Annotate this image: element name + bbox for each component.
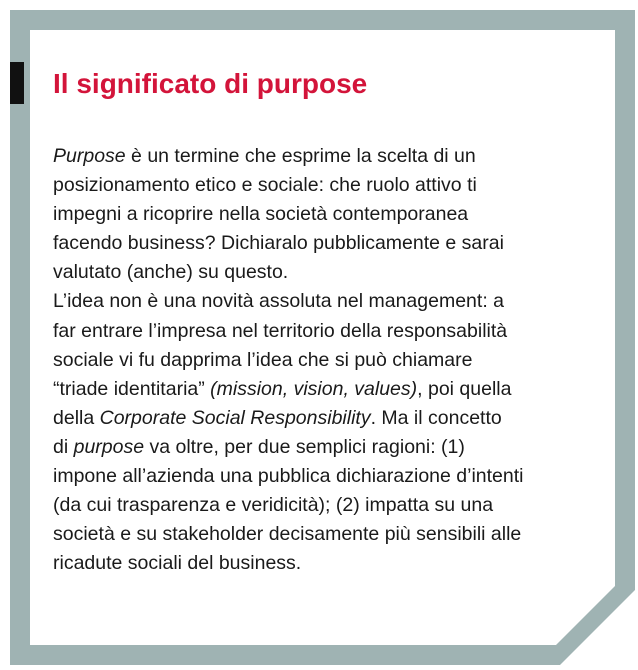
text-line: impegni a ricoprire nella società contemporanea: [53, 203, 469, 226]
text-line: ricadute sociali del business.: [53, 552, 302, 575]
text-line: (da cui trasparenza e veridicità); (2) impatta su una: [53, 494, 494, 517]
text-line: della Corporate Social Responsibility. Ma il concetto: [53, 406, 502, 429]
text-line: di purpose va oltre, per due semplici ragioni: (1): [53, 435, 465, 458]
title-accent-bar: [10, 62, 24, 104]
text-line: facendo business? Dichiaralo pubblicamente e sarai: [53, 232, 504, 255]
text-emphasis: purpose: [73, 435, 145, 458]
text-line: Purpose è un termine che esprime la scelta di un: [53, 145, 476, 167]
text-emphasis: (mission, vision, values): [210, 377, 418, 400]
text-line: sociale vi fu dapprima l’idea che si può chiamare: [53, 348, 473, 371]
text-line: L’idea non è una novità assoluta nel management: a: [53, 290, 504, 313]
text-line: impone all’azienda una pubblica dichiarazione d’intenti: [53, 465, 524, 488]
text-line: “triade identitaria” (mission, vision, values), poi quella: [53, 377, 512, 400]
text-line: valutato (anche) su questo.: [53, 261, 289, 284]
text-line: società e su stakeholder decisamente più sensibili alle: [53, 523, 522, 546]
body-text: [53, 142, 573, 578]
box-title: Il significato di purpose: [53, 68, 368, 99]
text-emphasis: Corporate Social Responsibility: [99, 406, 371, 429]
text-emphasis: Purpose: [53, 145, 126, 167]
text-line: far entrare l’impresa nel territorio della responsabilità: [53, 319, 508, 342]
text-line: posizionamento etico e sociale: che ruolo attivo ti: [53, 174, 477, 197]
